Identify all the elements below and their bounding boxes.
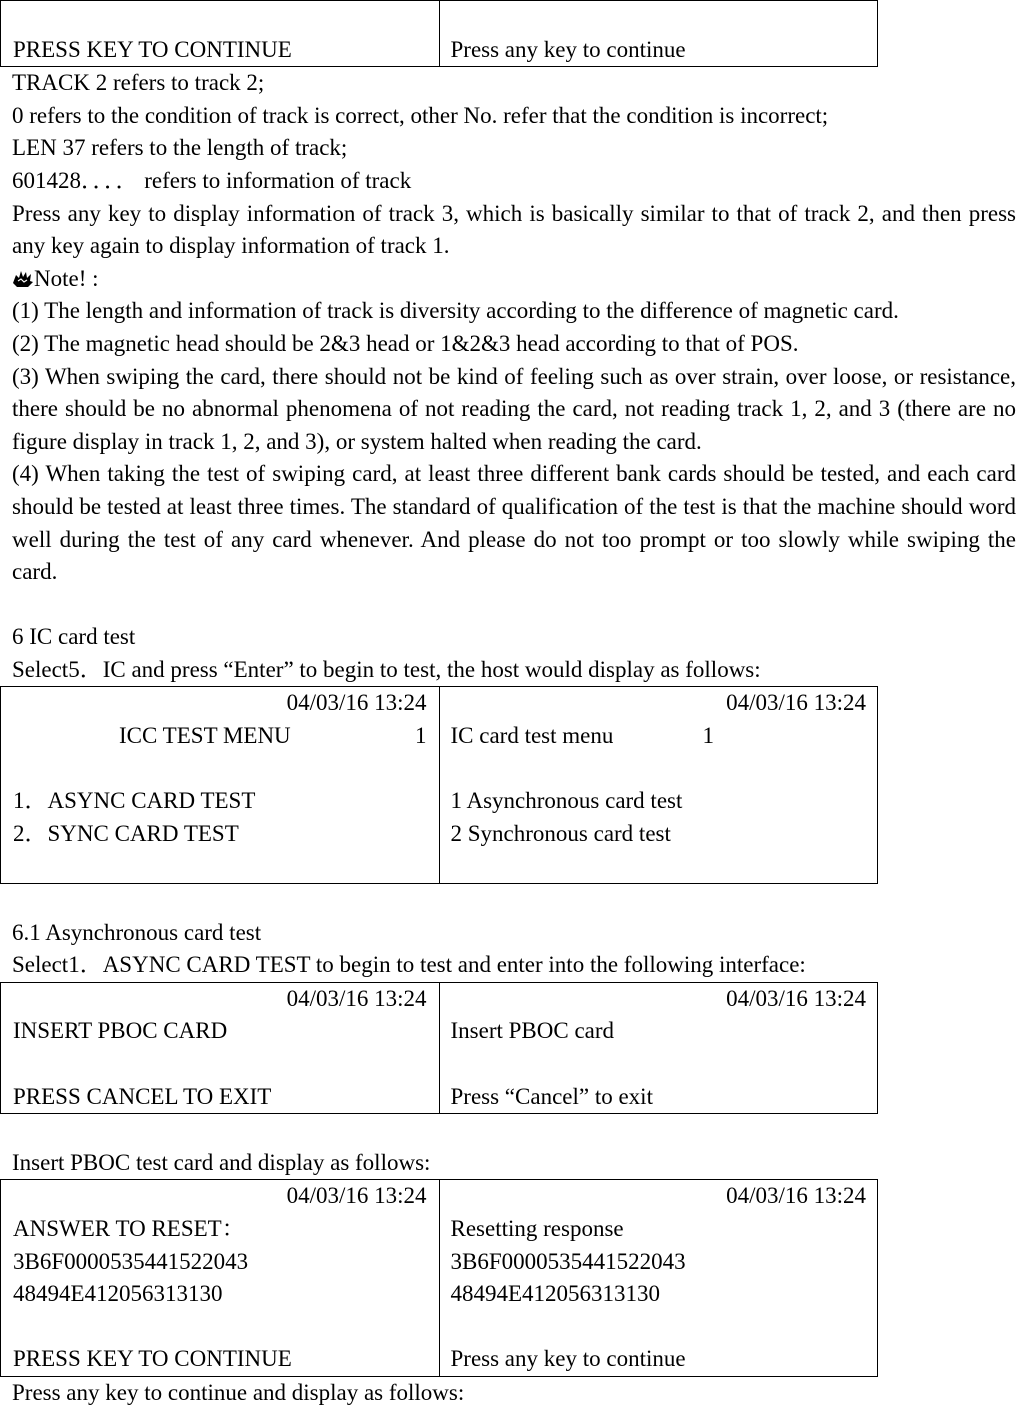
track-line: TRACK 2 refers to track 2; xyxy=(12,70,265,96)
display-line xyxy=(451,850,867,883)
display-line: PRESS KEY TO CONTINUE xyxy=(13,1346,292,1372)
display-line: PRESS KEY TO CONTINUE xyxy=(13,36,292,62)
display-line xyxy=(13,753,427,786)
menu-item-async: 1 Asynchronous card test xyxy=(450,788,683,814)
note-item: (2) The magnetic head should be 2&3 head or 1&2&3 head according to that of POS. xyxy=(12,330,799,356)
display-left-cell xyxy=(1,687,440,884)
display-line: 48494E412056313130 xyxy=(450,1281,661,1307)
track-line: 601428．．．． refers to information of track xyxy=(12,167,412,193)
insert-card-table xyxy=(0,982,878,1114)
display-title-line xyxy=(451,720,867,753)
final-text: Press any key to continue and display as follows: xyxy=(12,1379,465,1405)
section-intro: Select5．IC and press “Enter” to begin to test, the host would display as follows: xyxy=(12,656,761,682)
display-title-line xyxy=(13,720,427,753)
display-datetime: 04/03/16 13:24 xyxy=(286,1183,427,1209)
menu-item-async: 1．ASYNC CARD TEST xyxy=(13,788,256,814)
display-line xyxy=(13,850,427,883)
display-line xyxy=(13,1,427,34)
document-page xyxy=(12,0,1016,1410)
display-line xyxy=(451,1,867,34)
display-line: Resetting response xyxy=(450,1215,624,1241)
display-line xyxy=(451,1311,867,1344)
track-display-table xyxy=(0,0,878,67)
display-line xyxy=(451,753,867,786)
icc-menu-table xyxy=(0,686,878,884)
display-left-cell xyxy=(1,1180,440,1377)
display-left-cell xyxy=(1,1,440,67)
spacer xyxy=(12,884,1016,917)
section-heading: 6 IC card test xyxy=(12,624,136,650)
press-paragraph: Press any key to display information of track 3, which is basically similar to that of track 2, and then press any key again to display information of track 1. xyxy=(12,200,1016,259)
menu-title: IC card test menu xyxy=(450,723,614,749)
display-line: Press any key to continue xyxy=(450,1346,686,1372)
display-line: Press any key to continue xyxy=(450,36,686,62)
insert-text: Insert PBOC test card and display as follows: xyxy=(12,1149,431,1175)
display-datetime: 04/03/16 13:24 xyxy=(726,1183,866,1209)
display-line: INSERT PBOC CARD xyxy=(13,1018,228,1044)
display-right-cell xyxy=(439,1,878,67)
note-heading xyxy=(12,263,1016,296)
display-line: ANSWER TO RESET： xyxy=(13,1215,245,1241)
note-label: Note! : xyxy=(34,265,99,291)
display-line xyxy=(13,1311,427,1344)
menu-item-sync: 2 Synchronous card test xyxy=(450,820,671,846)
menu-item-sync: 2．SYNC CARD TEST xyxy=(13,820,239,846)
note-item: (1) The length and information of track is diversity according to the difference of magnetic card. xyxy=(12,298,899,324)
display-datetime: 04/03/16 13:24 xyxy=(286,690,427,716)
display-datetime: 04/03/16 13:24 xyxy=(726,690,866,716)
menu-title: ICC TEST MENU xyxy=(119,723,291,749)
display-line xyxy=(13,1048,427,1081)
spacer xyxy=(12,1114,1016,1147)
note-item: (3) When swiping the card, there should not be kind of feeling such as over strain, over loose, or resistance, there should be no abnormal phenomena of not reading the card, not reading track 1, 2, and 3 (there are no figure display in track 1, 2, and 3), or system halted when reading the card. xyxy=(12,363,1016,454)
display-right-cell xyxy=(439,982,878,1113)
display-datetime: 04/03/16 13:24 xyxy=(726,985,866,1011)
menu-page: 1 xyxy=(415,723,427,749)
display-line: Press “Cancel” to exit xyxy=(450,1083,653,1109)
display-line xyxy=(451,1048,867,1081)
display-line: 3B6F0000535441522043 xyxy=(13,1248,249,1274)
display-line: PRESS CANCEL TO EXIT xyxy=(13,1083,272,1109)
display-datetime: 04/03/16 13:24 xyxy=(286,985,427,1011)
note-item: (4) When taking the test of swiping card, at least three different bank cards should be tested, and each card should be tested at least three times. The standard of qualification of the test is that the machine should word well during the test of any card whenever. And please do not too prompt or too slowly while swiping the card. xyxy=(12,461,1016,585)
track-line: 0 refers to the condition of track is correct, other No. refer that the condition is incorrect; xyxy=(12,102,829,128)
display-left-cell xyxy=(1,982,440,1113)
display-right-cell xyxy=(439,1180,878,1377)
reset-response-table xyxy=(0,1179,878,1377)
spacer xyxy=(12,589,1016,622)
note-hand-icon xyxy=(12,269,34,289)
menu-page: 1 xyxy=(702,723,714,749)
section-heading: 6.1 Asynchronous card test xyxy=(12,919,262,945)
display-right-cell xyxy=(439,687,878,884)
display-line: Insert PBOC card xyxy=(450,1018,615,1044)
display-line: 3B6F0000535441522043 xyxy=(450,1248,686,1274)
section-intro: Select1．ASYNC CARD TEST to begin to test and enter into the following interface: xyxy=(12,952,806,978)
display-line: 48494E412056313130 xyxy=(13,1281,223,1307)
track-line: LEN 37 refers to the length of track; xyxy=(12,135,348,161)
